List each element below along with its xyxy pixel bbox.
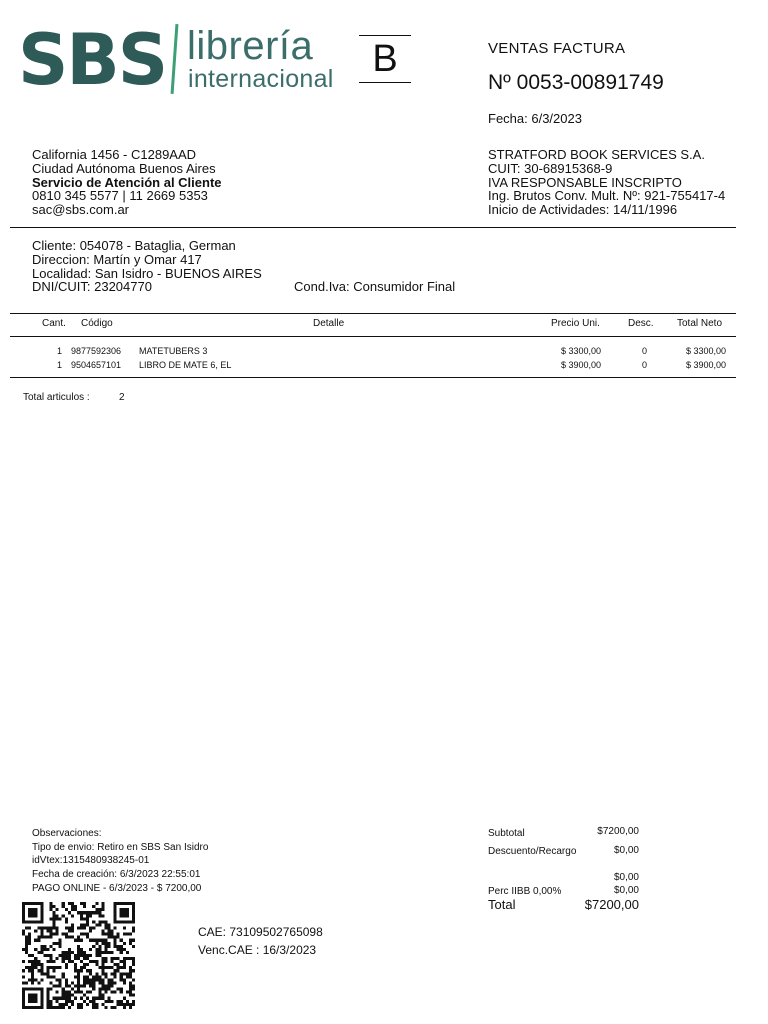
observation-payment: PAGO ONLINE - 6/3/2023 - $ 7200,00	[32, 882, 202, 894]
document-date: Fecha: 6/3/2023	[488, 111, 582, 126]
customer-service-heading: Servicio de Atención al Cliente	[32, 174, 222, 190]
phone-line: 0810 345 5577 | 11 2669 5353	[32, 188, 208, 204]
row-code: 9877592306	[71, 346, 122, 356]
total-articles-label: Total articulos :	[23, 392, 90, 403]
total-value: $7200,00	[584, 897, 639, 912]
row-detail: MATETUBERS 3	[139, 346, 208, 356]
qr-code	[22, 902, 135, 1009]
address-line: California 1456 - C1289AAD	[32, 147, 197, 162]
total-label: Total	[488, 897, 516, 912]
company-tax-info	[488, 148, 725, 217]
company-cuit: CUIT: 30-68915368-9	[488, 160, 613, 176]
observation-created: Fecha de creación: 6/3/2023 22:55:01	[32, 869, 201, 881]
table-bottom-border	[10, 377, 736, 378]
subtotal-value: $7200,00	[597, 826, 639, 837]
iibb-value: $0,00	[613, 885, 639, 896]
company-address	[32, 148, 222, 217]
company-iibb: Ing. Brutos Conv. Mult. Nº: 921-755417-4	[488, 188, 726, 204]
discount-value: $0,00	[613, 845, 639, 856]
col-header-detail: Detalle	[313, 318, 345, 329]
row-qty: 1	[57, 360, 63, 370]
observations	[32, 827, 208, 896]
col-header-discount: Desc.	[628, 318, 654, 329]
row-discount: 0	[642, 360, 648, 370]
company-name: STRATFORD BOOK SERVICES S.A.	[488, 147, 705, 162]
customer-client: Cliente: 054078 - Bataglia, German	[32, 238, 236, 253]
col-header-code: Código	[81, 318, 113, 329]
row-code: 9504657101	[71, 360, 122, 370]
row-net-total: $ 3900,00	[685, 360, 726, 370]
observation-vtex-id: idVtex:1315480938245-01	[32, 855, 150, 867]
subtotal-label: Subtotal	[488, 828, 525, 839]
table-row	[0, 360, 768, 372]
row-net-total: $ 3300,00	[685, 346, 726, 356]
col-header-unit-price: Precio Uni.	[551, 318, 600, 329]
iibb-label: Perc IIBB 0,00%	[488, 886, 562, 897]
row-unit-price: $ 3300,00	[560, 346, 601, 356]
cae-number: CAE: 73109502765098	[198, 925, 323, 939]
row-unit-price: $ 3900,00	[560, 360, 601, 370]
document-number: Nº 0053-00891749	[488, 71, 664, 94]
city-line: Ciudad Autónoma Buenos Aires	[32, 160, 216, 176]
customer-cond-iva: Cond.Iva: Consumidor Final	[294, 279, 456, 294]
cae-expiry: Venc.CAE : 16/3/2023	[198, 943, 317, 957]
document-type: VENTAS FACTURA	[488, 40, 626, 57]
customer-dni: DNI/CUIT: 23204770	[32, 279, 152, 295]
logo-sbs-text: SBS	[18, 19, 167, 101]
col-header-qty: Cant.	[42, 318, 66, 329]
divider	[10, 227, 736, 228]
invoice-letter: B	[359, 35, 411, 83]
col-header-net-total: Total Neto	[677, 318, 723, 329]
email-line: sac@sbs.com.ar	[32, 202, 129, 218]
company-iva: IVA RESPONSABLE INSCRIPTO	[488, 174, 682, 190]
customer-locality: Localidad: San Isidro - BUENOS AIRES	[32, 265, 262, 281]
observations-title: Observaciones:	[32, 828, 102, 839]
total-articles-value: 2	[119, 392, 125, 403]
discount-label: Descuento/Recargo	[488, 846, 577, 857]
logo-word-libreria: librería	[187, 24, 314, 68]
company-start-date: Inicio de Actividades: 14/11/1996	[488, 202, 678, 218]
logo-word-internacional: internacional	[188, 65, 334, 93]
row-discount: 0	[642, 346, 648, 356]
table-top-border	[10, 313, 736, 314]
customer-address: Direccion: Martín y Omar 417	[32, 251, 202, 267]
table-row	[0, 346, 768, 358]
table-header-border	[10, 336, 736, 337]
row-detail: LIBRO DE MATE 6, EL	[139, 360, 232, 370]
row-qty: 1	[57, 346, 63, 356]
blank-total-value: $0,00	[613, 872, 639, 883]
logo-divider	[171, 24, 179, 94]
observation-shipping: Tipo de envio: Retiro en SBS San Isidro	[32, 841, 209, 853]
customer-info	[32, 239, 262, 294]
